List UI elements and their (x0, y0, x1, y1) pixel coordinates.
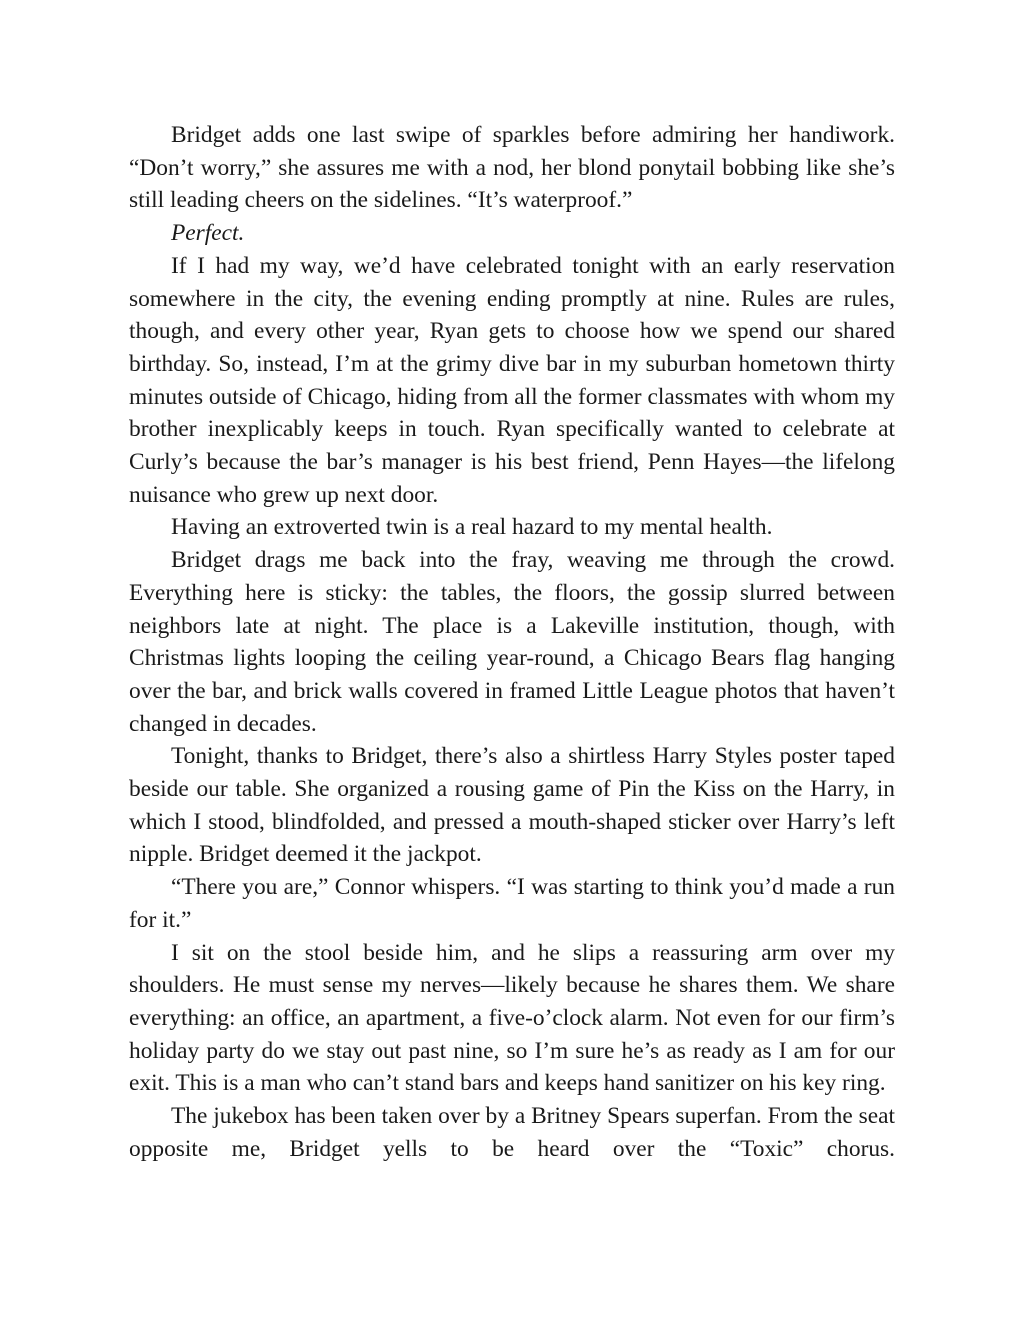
paragraph-harry-poster: Tonight, thanks to Bridget, there’s also a shirtless Harry Styles poster taped beside our table. She organized a rousing game of Pin the Kiss on the Harry, in which I stood, blindfolded, and pressed a mouth-shaped sticker over Harry’s left nipple. Bridget deemed it the jackpot. (129, 743, 895, 868)
paragraph-dive-bar: Bridget drags me back into the fray, weaving me through the crowd. Everything here is sticky: the tables, the floors, the gossip slurred between neighbors late at night. The place is a Lakeville institution, though, with Christmas lights looping the ceiling year-round, a Chicago Bears flag hanging over the bar, and brick walls covered in framed Little League photos that haven’t changed in decades. (129, 547, 895, 737)
paragraph-celebration-rules: If I had my way, we’d have celebrated tonight with an early reservation somewhere in the city, the evening ending promptly at nine. Rules are rules, though, and every other year, Ryan gets to choose how we spend our shared birthday. So, instead, I’m at the grimy dive bar in my suburban hometown thirty minutes outside of Chicago, hiding from all the former classmates with whom my brother inexplicably keeps in touch. Ryan specifically wanted to celebrate at Curly’s because the bar’s manager is his best friend, Penn Hayes—the lifelong nuisance who grew up next door. (129, 252, 895, 508)
paragraph-perfect (129, 217, 895, 250)
italic-perfect: Perfect. (171, 220, 245, 247)
paragraph-share-everything: I sit on the stool beside him, and he slips a reassuring arm over my shoulders. He must sense my nerves—likely because he shares them. We share everything: an office, an apartment, a five-o’clock alarm. Not even for our firm’s holiday party do we stay out past nine, so I’m sure he’s as ready as I am for our exit. This is a man who can’t stand bars and keeps hand sanitizer on his key ring. (129, 939, 895, 1097)
book-page-text (129, 119, 895, 1166)
paragraph-jukebox: The jukebox has been taken over by a Britney Spears superfan. From the seat opposite me, Bridget yells to be heard over the “Toxic” chorus. (129, 1103, 895, 1162)
paragraph-extroverted-twin: Having an extroverted twin is a real hazard to my mental health. (171, 514, 773, 541)
paragraph-sparkles: Bridget adds one last swipe of sparkles before admiring her handiwork. “Don’t worry,” she assures me with a nod, her blond ponytail bobbing like she’s still leading cheers on the sidelines. “It’s waterproof.” (129, 122, 895, 214)
paragraph-connor-whispers: “There you are,” Connor whispers. “I was starting to think you’d made a run for it.” (129, 874, 895, 933)
